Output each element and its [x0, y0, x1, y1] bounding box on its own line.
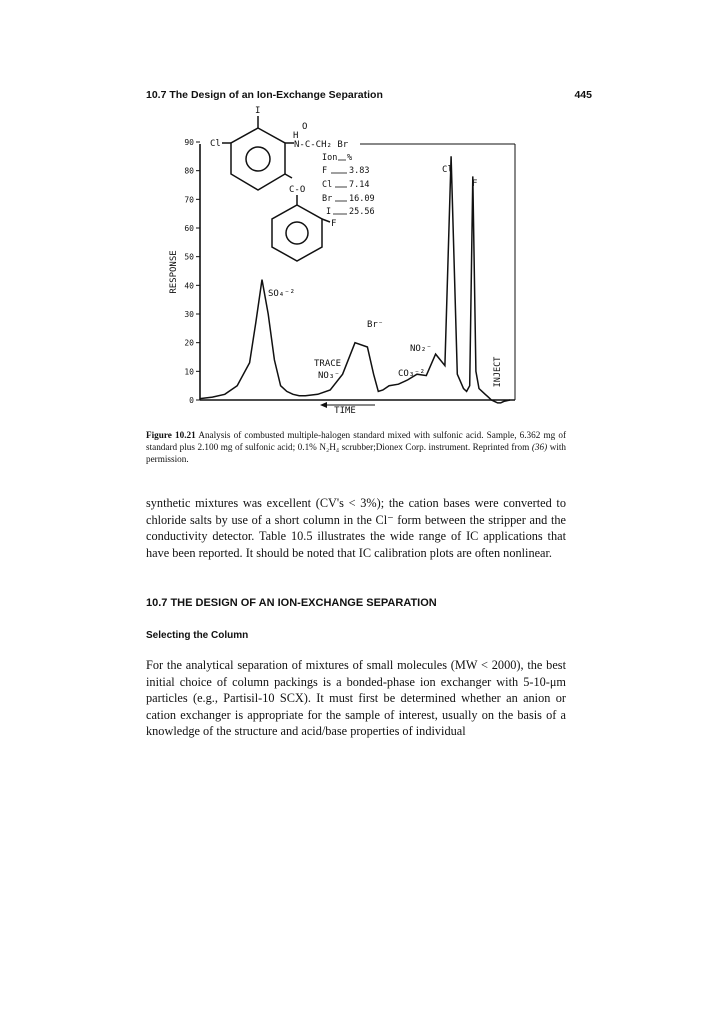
amide-label: N-C-CH₂ Br: [294, 140, 349, 150]
peak-label-chloride: Cl: [442, 165, 453, 175]
subsection-heading: Selecting the Column: [146, 630, 249, 641]
table-header-ion: Ion: [322, 153, 338, 163]
peak-label-sulfate: SO₄⁻²: [268, 289, 296, 299]
running-title: 10.7 The Design of an Ion-Exchange Separation: [146, 89, 383, 101]
y-axis-label: RESPONSE: [169, 250, 179, 294]
fluorine-label: F: [331, 219, 337, 229]
y-tick-label: 50: [184, 252, 194, 262]
figure-caption: [146, 429, 566, 465]
body-paragraph-2: For the analytical separation of mixtures of small molecules (MW < 2000), the best initial choice of column packings is a bonded-phase ion exchanger with 5-10-μm particles (e.g., Partisil-10 SCX). It must first be determined whether an anion or cation exchanger is appropriate for the sample of interest, usually on the basis of a knowledge of the structure and acid/base properties of individual: [146, 658, 566, 738]
benzene-ring-top: [231, 128, 285, 190]
iodine-label: I: [255, 106, 261, 116]
table-ion: F: [322, 166, 328, 176]
peak-label-bromide: Br⁻: [367, 320, 384, 330]
caption-label: Figure 10.21: [146, 430, 196, 440]
y-tick-label: 40: [184, 281, 194, 291]
y-tick-label: 10: [184, 367, 194, 377]
peak-label-fluoride: F: [472, 179, 478, 189]
inject-label: INJECT: [493, 356, 503, 388]
chromatogram-figure: [0, 0, 723, 430]
hydrogen-label: H: [293, 131, 299, 141]
peak-label-nitrate: NO₃⁻: [318, 371, 340, 381]
caption-tail: with permission.: [146, 442, 567, 464]
page-number: 445: [574, 89, 592, 101]
table-percent: 25.56: [349, 207, 375, 217]
y-tick-label: 90: [184, 138, 194, 147]
table-percent: 3.83: [349, 166, 370, 176]
composition-table: [322, 153, 375, 217]
chlorine-label: Cl: [210, 139, 221, 149]
peak-label-carbonate: CO₃⁻²: [398, 369, 426, 379]
table-ion: Br: [322, 194, 333, 204]
table-header-percent: %: [347, 153, 353, 163]
y-tick-label: 80: [184, 166, 194, 176]
y-tick-label: 70: [184, 195, 194, 205]
oxygen-label: O: [302, 122, 308, 132]
y-tick-label: 0: [189, 396, 194, 405]
benzene-ring-bottom: [272, 205, 322, 261]
y-tick-label: 30: [184, 310, 194, 319]
caption-text: Analysis of combusted multiple-halogen standard mixed with sulfonic acid. Sample, 6.362 mg of standard plus 2.100 mg of sulfonic acid; 0.1% N₂H₄ scrubber;Dionex Corp. instrument. Reprinted from: [146, 430, 567, 452]
table-ion: Cl: [322, 180, 333, 190]
x-axis-label: TIME: [334, 406, 356, 416]
table-ion: I: [326, 207, 332, 217]
table-percent: 7.14: [349, 180, 370, 190]
chemical-structure: [222, 116, 333, 261]
caption-reference: (36): [531, 442, 548, 452]
ester-label: C-O: [289, 185, 306, 195]
peak-label-nitrite: NO₂⁻: [410, 344, 432, 354]
peak-label-trace: TRACE: [314, 359, 342, 369]
time-arrow-head: [320, 402, 327, 408]
section-heading: 10.7 THE DESIGN OF AN ION-EXCHANGE SEPARATION: [146, 597, 437, 609]
y-tick-label: 20: [184, 338, 194, 348]
body-paragraph-1: synthetic mixtures was excellent (CV's < 3%); the cation bases were converted to chloride salts by use of a short column in the Cl⁻ form between the stripper and the conductivity detector. Table 10.5 illustrates the wide range of IC applications that have been reported. It should be noted that IC calibration plots are often nonlinear.: [146, 496, 566, 560]
table-percent: 16.09: [349, 194, 375, 204]
y-ticks: [184, 138, 200, 405]
y-tick-label: 60: [184, 224, 194, 233]
